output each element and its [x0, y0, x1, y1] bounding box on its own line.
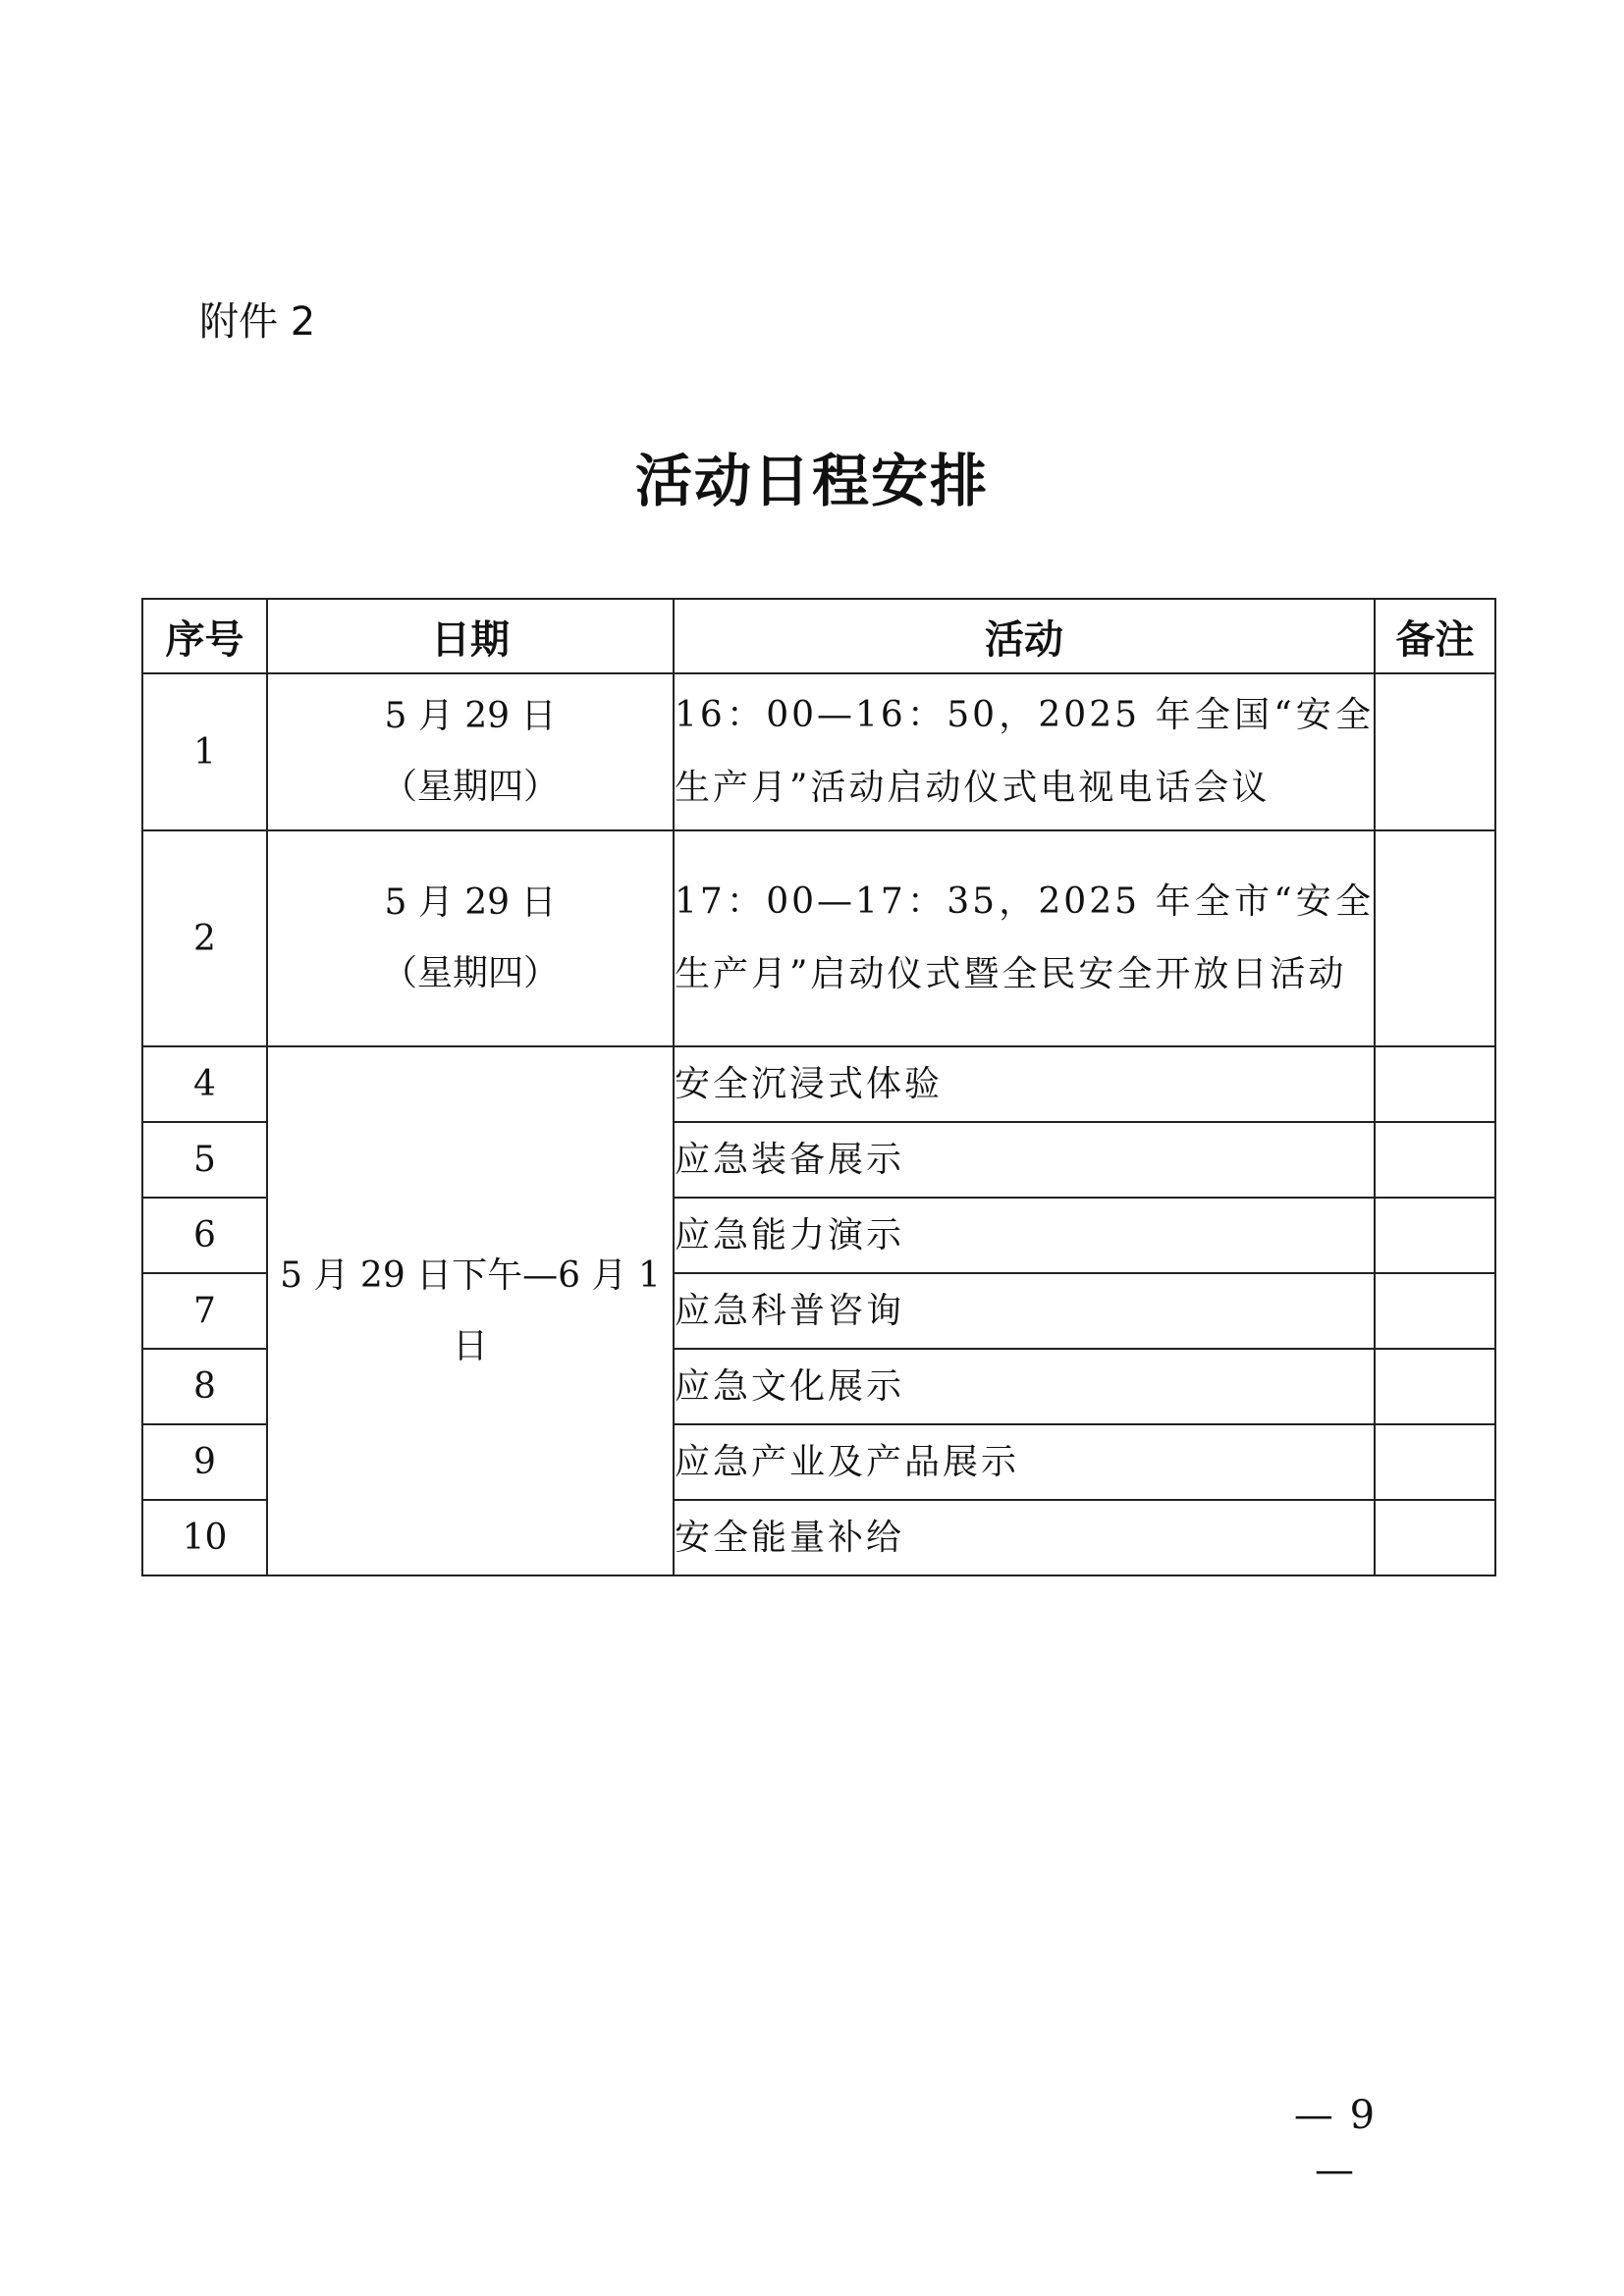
row-note	[1375, 1198, 1495, 1273]
row-date-line2: （星期四）	[381, 767, 559, 807]
row-number: 10	[142, 1500, 267, 1575]
document-title: 活动日程安排	[634, 448, 989, 514]
page-number: — 9 —	[1293, 2093, 1378, 2193]
row-date-line1: 5 月 29 日	[384, 882, 557, 923]
row-activity: 应急科普咨询	[674, 1273, 1375, 1349]
row-note	[1375, 1349, 1495, 1424]
row-note	[1375, 830, 1495, 1046]
table-row	[142, 673, 1495, 830]
row-note	[1375, 1273, 1495, 1349]
row-activity: 17：00—17：35，2025 年全市“安全生产月”启动仪式暨全民安全开放日活动	[674, 830, 1375, 1046]
column-header-note: 备注	[1375, 599, 1495, 673]
row-date-line1: 5 月 29 日	[384, 696, 557, 736]
row-activity: 安全沉浸式体验	[674, 1046, 1375, 1122]
schedule-table	[141, 598, 1496, 1576]
column-header-date: 日期	[267, 599, 674, 673]
merged-date-cell: 5 月 29 日下午—6 月 1 日	[267, 1046, 674, 1575]
row-note	[1375, 1046, 1495, 1122]
row-date	[267, 673, 674, 830]
table-row	[142, 1046, 1495, 1122]
row-number: 1	[142, 673, 267, 830]
row-number: 8	[142, 1349, 267, 1424]
row-activity: 16：00—16：50，2025 年全国“安全生产月”活动启动仪式电视电话会议	[674, 673, 1375, 830]
row-activity: 安全能量补给	[674, 1500, 1375, 1575]
row-number: 5	[142, 1122, 267, 1198]
row-activity: 应急产业及产品展示	[674, 1424, 1375, 1500]
row-note	[1375, 1500, 1495, 1575]
row-activity: 应急能力演示	[674, 1198, 1375, 1273]
row-note	[1375, 673, 1495, 830]
row-note	[1375, 1424, 1495, 1500]
table-row	[142, 830, 1495, 1046]
row-number: 6	[142, 1198, 267, 1273]
row-date-line2: （星期四）	[381, 953, 559, 993]
row-number: 4	[142, 1046, 267, 1122]
table-header-row	[142, 599, 1495, 673]
row-activity: 应急文化展示	[674, 1349, 1375, 1424]
row-date	[267, 830, 674, 1046]
row-activity: 应急装备展示	[674, 1122, 1375, 1198]
row-number: 7	[142, 1273, 267, 1349]
attachment-label: 附件 2	[199, 299, 316, 345]
column-header-no: 序号	[142, 599, 267, 673]
row-note	[1375, 1122, 1495, 1198]
column-header-activity: 活动	[674, 599, 1375, 673]
row-number: 9	[142, 1424, 267, 1500]
row-number: 2	[142, 830, 267, 1046]
